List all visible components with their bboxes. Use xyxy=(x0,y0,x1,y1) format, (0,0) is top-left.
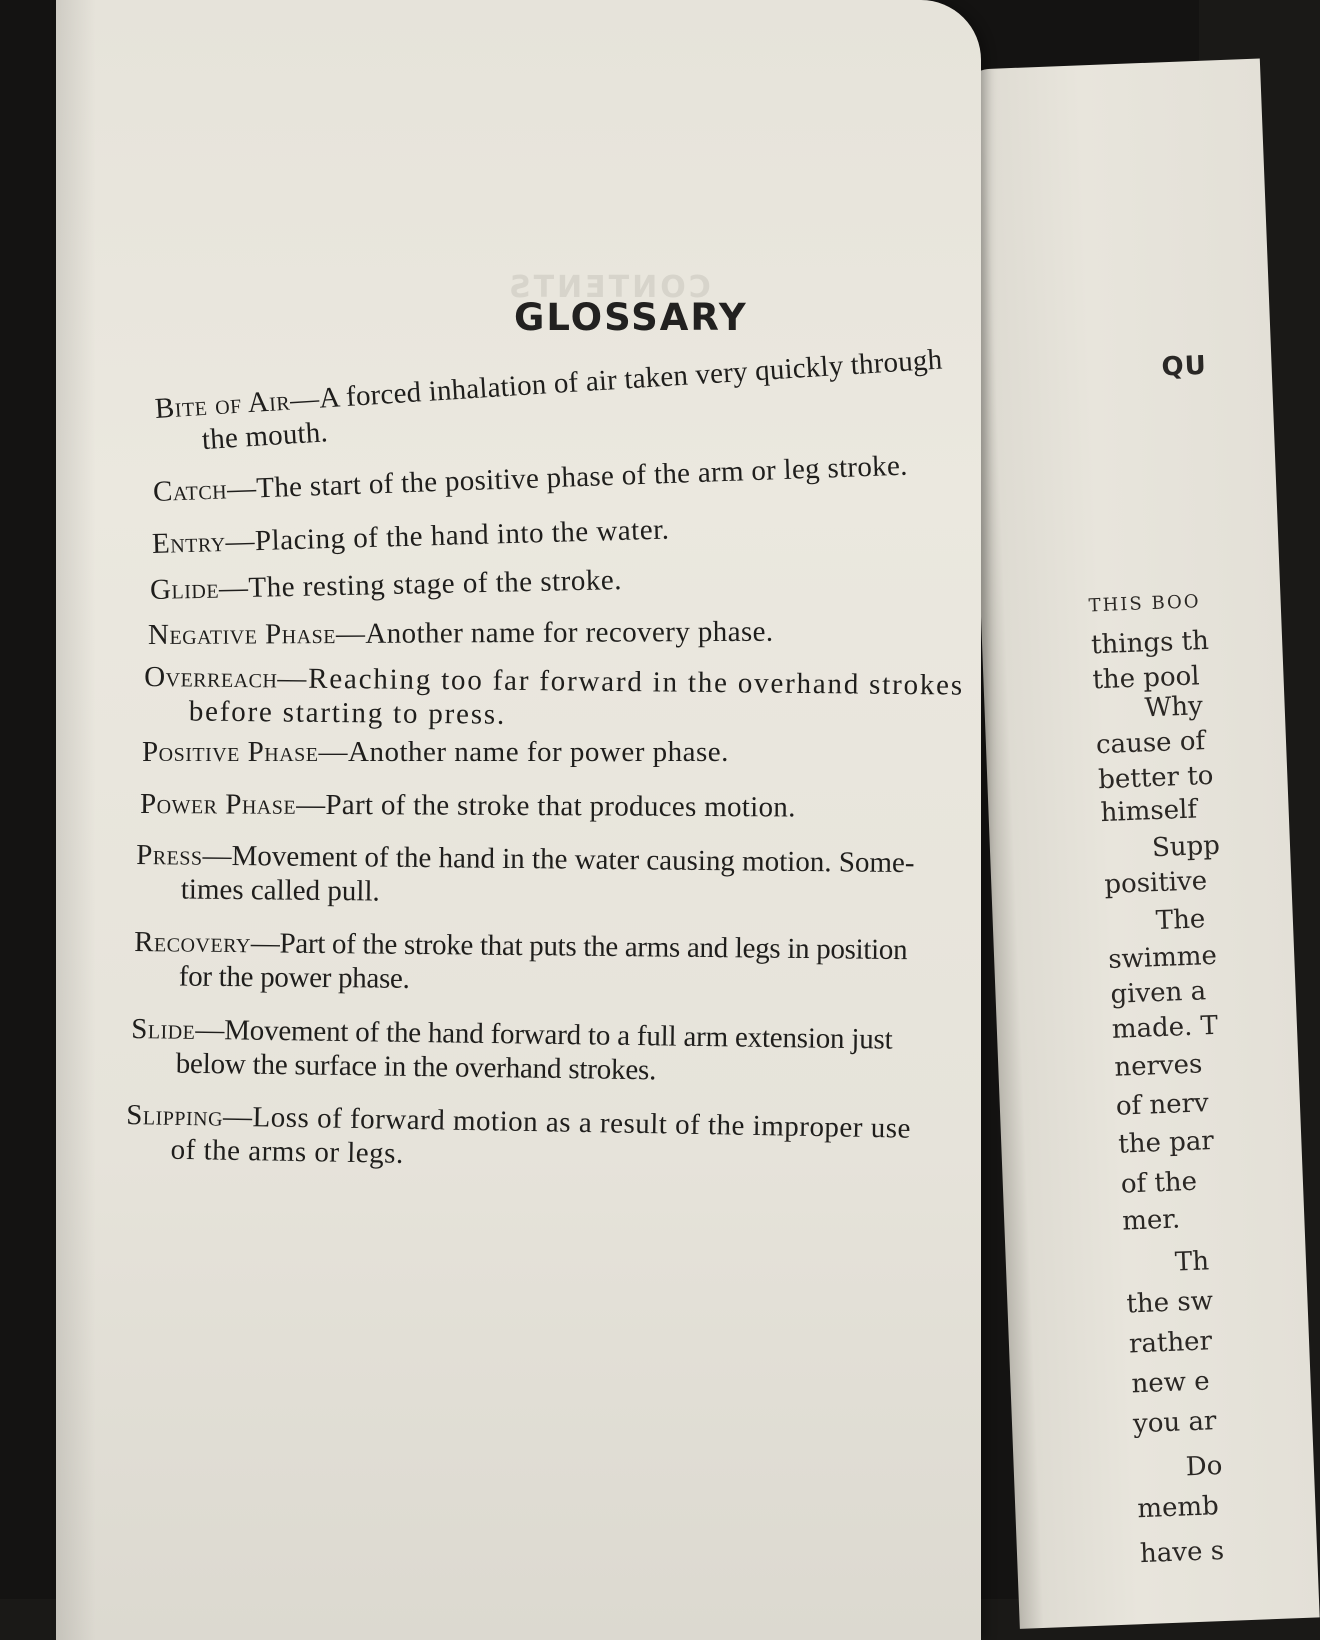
glossary-entry xyxy=(154,343,946,460)
entry-first-line xyxy=(142,735,729,769)
glossary-definition: —Part of the stroke that puts the arms and legs in position xyxy=(250,927,908,967)
glossary-entry xyxy=(150,563,623,607)
glossary-entry xyxy=(140,787,796,824)
glossary-term: Slipping xyxy=(126,1099,224,1133)
right-page-line: Th xyxy=(1174,1246,1210,1278)
right-page-line: The xyxy=(1155,904,1206,937)
glossary-definition: —Placing of the hand into the water. xyxy=(225,513,670,558)
glossary-definition-continued: of the arms or legs. xyxy=(170,1133,405,1170)
glossary-definition: —Another name for recovery phase. xyxy=(335,615,774,651)
right-page-line: better to xyxy=(1097,760,1214,796)
glossary-definition: —A forced inhalation of air taken very quickly through xyxy=(289,343,944,417)
glossary-definition: —Part of the stroke that produces motion. xyxy=(296,788,796,824)
right-page xyxy=(960,58,1320,1628)
right-page-line: mer. xyxy=(1121,1204,1181,1237)
glossary-term: Overreach xyxy=(144,661,278,695)
right-page-line: swimme xyxy=(1107,940,1218,975)
glossary-term: Negative Phase xyxy=(147,618,337,651)
right-page-line: nerves xyxy=(1113,1049,1203,1083)
right-page-line: Why xyxy=(1144,691,1204,724)
glossary-entry xyxy=(136,838,915,914)
right-page-line: have s xyxy=(1139,1535,1225,1570)
bleed-through-text: CONTENTS xyxy=(506,270,711,305)
glossary-term: Bite of Air xyxy=(153,384,292,426)
glossary-entry xyxy=(125,1098,911,1180)
right-page-line: positive xyxy=(1103,866,1208,901)
glossary-definition: —Reaching too far forward in the overhand strokes xyxy=(277,662,965,702)
entry-first-line xyxy=(152,513,670,561)
page-title: GLOSSARY xyxy=(514,296,748,339)
glossary-term: Slide xyxy=(131,1013,196,1046)
right-page-line: memb xyxy=(1136,1491,1220,1525)
entry-first-line xyxy=(148,615,774,652)
glossary-definition-continued: before starting to press. xyxy=(188,695,507,731)
right-page-line: you ar xyxy=(1132,1406,1217,1440)
glossary-definition-continued: times called pull. xyxy=(180,873,380,908)
glossary-entry xyxy=(152,449,908,509)
glossary-entry xyxy=(142,735,729,769)
right-page-line: Supp xyxy=(1151,830,1221,864)
right-page-line: cause of xyxy=(1095,726,1206,761)
glossary-entry xyxy=(152,513,670,561)
right-page-line: Do xyxy=(1185,1450,1223,1483)
left-page xyxy=(56,0,981,1640)
glossary-term: Entry xyxy=(151,525,226,560)
glossary-term: Press xyxy=(136,839,203,872)
right-page-line: things th xyxy=(1090,625,1210,661)
glossary-entry xyxy=(144,660,964,737)
entry-first-line xyxy=(140,787,796,824)
entry-first-line xyxy=(152,449,908,509)
glossary-definition: —Movement of the hand in the water causing motion. Some- xyxy=(202,839,915,880)
right-page-line: the sw xyxy=(1125,1286,1214,1320)
glossary-definition: —The start of the positive phase of the arm or leg stroke. xyxy=(226,449,909,506)
right-page-line: rather xyxy=(1128,1326,1213,1360)
glossary-term: Positive Phase xyxy=(142,736,319,768)
glossary-definition-continued: the mouth. xyxy=(200,416,329,457)
right-page-line: of nerv xyxy=(1115,1088,1210,1122)
glossary-definition: —The resting stage of the stroke. xyxy=(218,564,623,605)
glossary-definition-continued: for the power phase. xyxy=(178,960,410,995)
right-page-line: himself xyxy=(1100,794,1198,829)
glossary-definition: —Movement of the hand forward to a full arm extension just xyxy=(195,1013,893,1056)
glossary-term: Power Phase xyxy=(139,788,297,821)
glossary-definition: —Another name for power phase. xyxy=(318,736,729,768)
right-page-line: the par xyxy=(1117,1126,1215,1160)
entry-first-line xyxy=(150,563,623,607)
right-page-line: THIS BOO xyxy=(1088,591,1201,617)
right-page-line: new e xyxy=(1131,1366,1211,1400)
right-page-line: made. T xyxy=(1111,1010,1219,1045)
right-page-title: QU xyxy=(1160,350,1208,383)
glossary-entry xyxy=(148,615,774,652)
glossary-term: Recovery xyxy=(134,926,252,960)
glossary-definition-continued: below the surface in the overhand strokes. xyxy=(175,1047,657,1087)
right-page-line: given a xyxy=(1110,976,1207,1010)
glossary-term: Glide xyxy=(149,572,220,606)
glossary-entry xyxy=(131,1012,893,1091)
right-page-line: of the xyxy=(1120,1166,1198,1200)
glossary-definition: —Loss of forward motion as a result of the improper use xyxy=(222,1100,912,1145)
right-page-line: the pool xyxy=(1091,661,1201,696)
glossary-term: Catch xyxy=(152,473,228,508)
glossary-entry xyxy=(134,925,908,1001)
